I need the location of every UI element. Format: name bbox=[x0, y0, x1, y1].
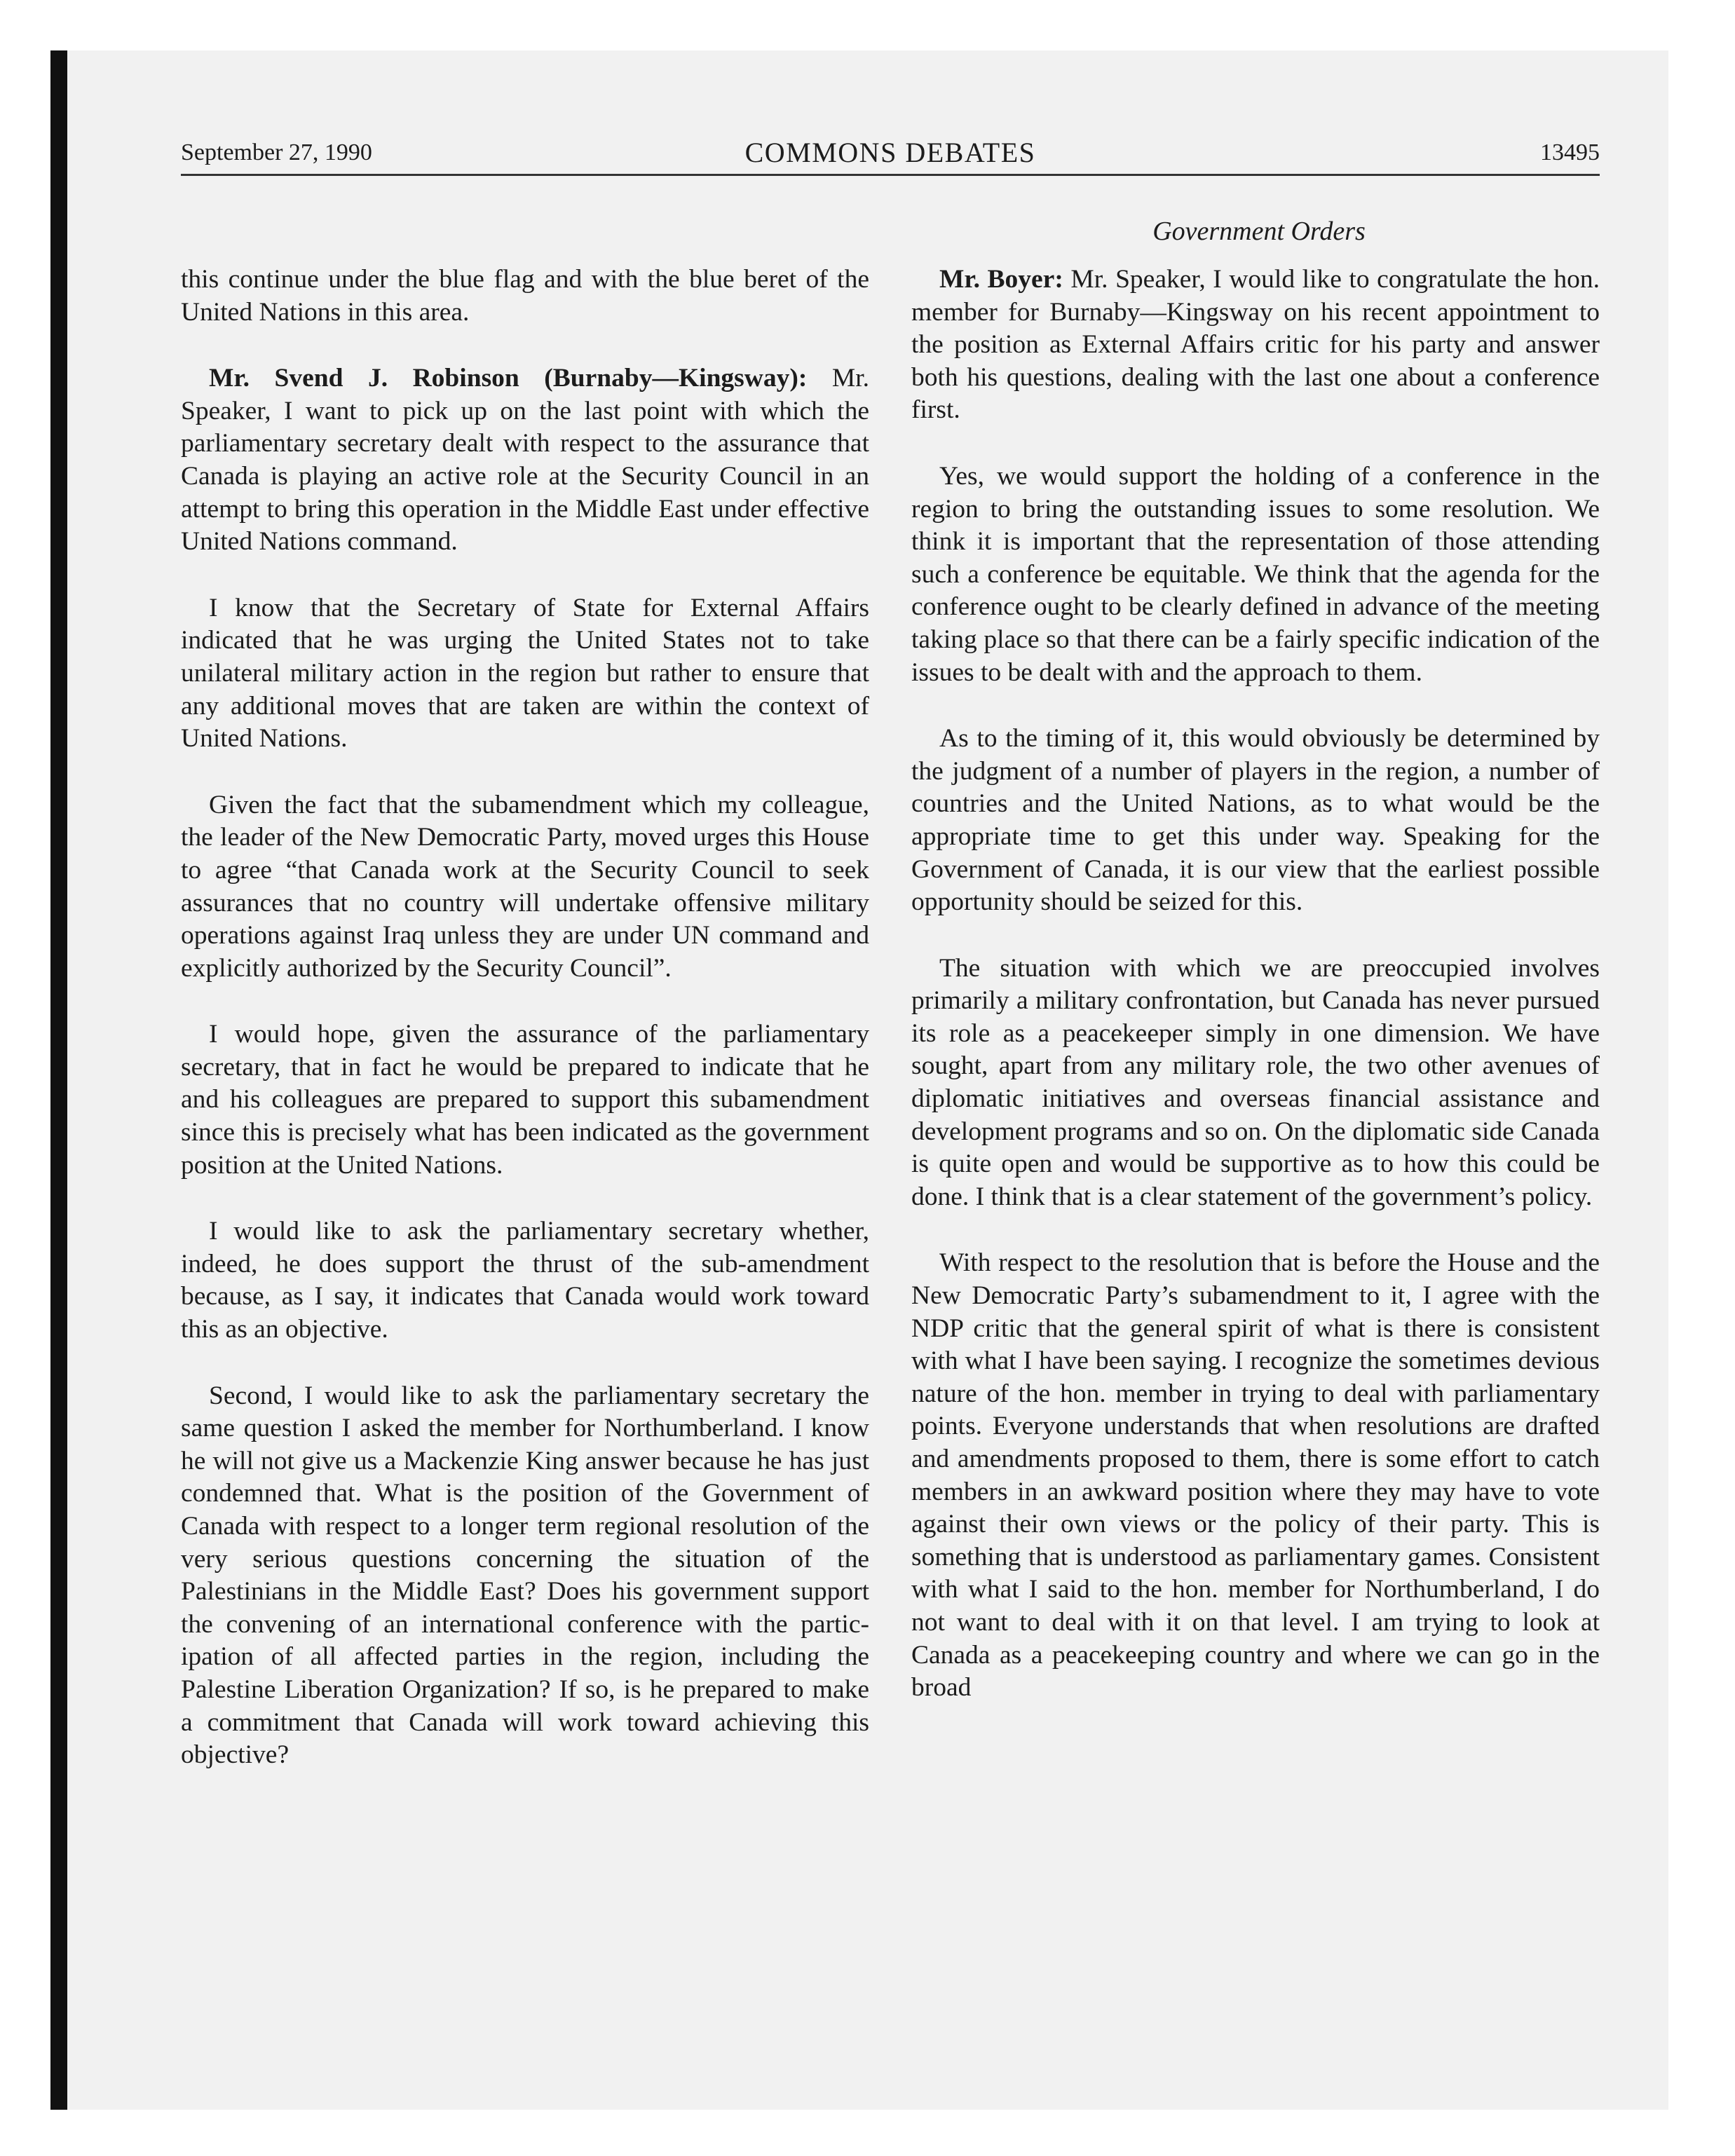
paragraph: Given the fact that the subamendment which my colleague, the leader of the New Democratic Party, moved urges this House to agree “that Canada work at the Security Council to seek assurances that no country will undertake offensive military operations against Iraq unless they are under UN command and explicitly authorized by the Security Council”. bbox=[181, 790, 869, 983]
speaker-name: Mr. Boyer: bbox=[939, 265, 1063, 294]
paragraph: With respect to the resolution that is before the House and the New Democratic Party’s subamendment to it, I agree with the NDP critic that the general spirit of what is there is consistent with what I have been saying. I recognize the sometimes devious nature of the hon. member in trying to deal with parliamentary points. Everyone understands that when resolutions are drafted and amendments proposed to them, there is some effort to catch members in an awkward position where they may have to vote against their own views or the policy of their party. This is something that is understood as parliamentary games. Consistent with what I said to the hon. member for Northumberland, I do not want to deal with it on that level. I am trying to look at Canada as a peacekeeping country and where we can go in the broad bbox=[911, 1248, 1600, 1703]
paragraph: Yes, we would support the holding of a conference in the region to bring the outstanding issues to some resolution. We think it is important that the representation of those attending such a conference be equitable. We think that the agenda for the conference ought to be clearly defined in advance of the meeting taking place so that there can be a fairly specific indication of the issues to be dealt with and the approach to them. bbox=[911, 461, 1600, 687]
scan-edge bbox=[50, 50, 67, 2110]
paragraph: Mr. Svend J. Robinson (Burnaby—Kingsway): Mr. Speaker, I want to pick up on the last point with which the parliamentary secretary dealt with respect to the assurance that Canada is playing an active role at the Security Council in an attempt to bring this operation in the Middle East under effective United Nations command. bbox=[181, 364, 869, 557]
right-column bbox=[911, 264, 1600, 1738]
left-column bbox=[181, 264, 869, 1806]
paragraph: I know that the Secretary of State for External Affairs indicated that he was urging the United States not to take unilateral military action in the region but rather to ensure that any additional moves that are taken are within the context of United Nations. bbox=[181, 593, 869, 753]
paragraph: Second, I would like to ask the parliamentary secretary the same question I asked the member for Northumberland. I know he will not give us a Mackenzie King answer because he has just condemned that. What is the position of the Government of Canada with respect to a longer term regional resolution of the very serious questions concerning the situation of the Palestinians in the Middle East? Does his government support the convening of an international conference with the participation of all affected parties in the region, including the Palestine Liberation Organization? If so, is he prepared to make a commitment that Canada will work toward achieving this objective? bbox=[181, 1381, 869, 1770]
paragraph: this continue under the blue flag and with the blue beret of the United Nations in this area. bbox=[181, 265, 869, 327]
header-date: September 27, 1990 bbox=[181, 139, 372, 165]
speaker-name: Mr. Svend J. Robinson (Burnaby—Kingsway): bbox=[209, 364, 808, 393]
page-number: 13495 bbox=[1540, 139, 1600, 165]
paragraph: Mr. Boyer: Mr. Speaker, I would like to congratulate the hon. member for Burnaby—Kingsway on his recent appointment to the position as External Affairs critic for his party and answer both his questions, dealing with the last one about a conference first. bbox=[911, 265, 1600, 425]
paragraph: As to the timing of it, this would obviously be determined by the judgment of a number of players in the region, a number of countries and the United Nations, as to what would be the appropriate time to get this under way. Speaking for the Government of Canada, it is our view that the earliest possible opportunity should be seized for this. bbox=[911, 724, 1600, 917]
paragraph: The situation with which we are preoccupied involves primarily a military confrontation, but Canada has never pursued its role as a peacekeeper simply in one dimension. We have sought, apart from any military role, the two other avenues of diplomatic initiatives and overseas financial assistance and development programs and so on. On the diplomatic side Canada is quite open and would be supportive as to how this could be done. I think that is a clear statement of the government’s policy. bbox=[911, 953, 1600, 1211]
running-header bbox=[181, 132, 1600, 174]
section-label: Government Orders bbox=[1152, 217, 1366, 246]
header-title: COMMONS DEBATES bbox=[744, 137, 1036, 168]
paragraph: I would like to ask the parliamentary secretary whether, indeed, he does support the thrust of the sub-amendment because, as I say, it indicates that Canada would work toward this as an objective. bbox=[181, 1217, 869, 1344]
header-rule bbox=[181, 174, 1600, 176]
paragraph: I would hope, given the assurance of the parliamentary secretary, that in fact he would be prepared to indicate that he and his colleagues are prepared to support this subamendment since this is precisely what has been indicated as the government position at the United Nations. bbox=[181, 1020, 869, 1180]
